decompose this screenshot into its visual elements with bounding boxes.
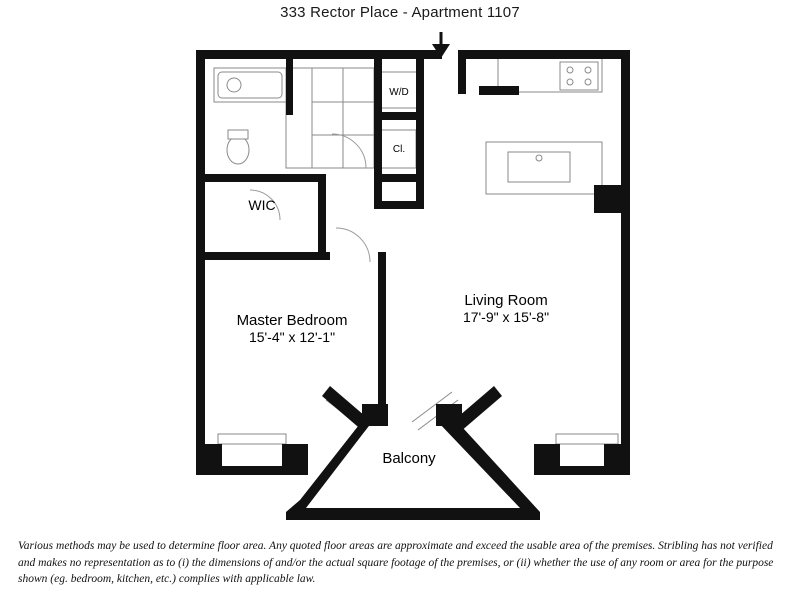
room-label-living-room — [406, 292, 606, 325]
page-title: 333 Rector Place - Apartment 1107 — [280, 4, 520, 21]
room-dims-living-room: 17'-9" x 15'-8" — [462, 309, 550, 325]
room-label-washer-dryer — [377, 87, 421, 98]
room-name-master-bedroom: Master Bedroom — [236, 312, 348, 329]
washer-dryer-label: W/D — [389, 87, 409, 98]
room-name-living-room: Living Room — [464, 292, 548, 309]
room-name-walk-in-closet: WIC — [248, 197, 276, 213]
divider — [0, 528, 800, 529]
room-label-master-bedroom — [192, 312, 392, 345]
room-label-walk-in-closet — [222, 197, 302, 213]
room-label-closet — [377, 144, 421, 155]
room-name-balcony: Balcony — [382, 450, 436, 467]
floor-plan-svg — [0, 30, 800, 520]
room-label-balcony — [329, 450, 489, 467]
disclaimer-text: Various methods may be used to determine floor area. Any quoted floor areas are approximate and exceed the usable area of the premises. Stribling has not verified and makes no representation as to (i) the dimensions of and/or the actual square footage of the premises, or (ii) whether the use of any room or area for the purpose shown (eg. bedroom, kitchen, etc.) complies with applicable law. — [18, 540, 774, 586]
closet-label: Cl. — [392, 144, 406, 155]
room-dims-master-bedroom: 15'-4" x 12'-1" — [248, 329, 336, 345]
floor-plan-drawing — [0, 30, 800, 520]
